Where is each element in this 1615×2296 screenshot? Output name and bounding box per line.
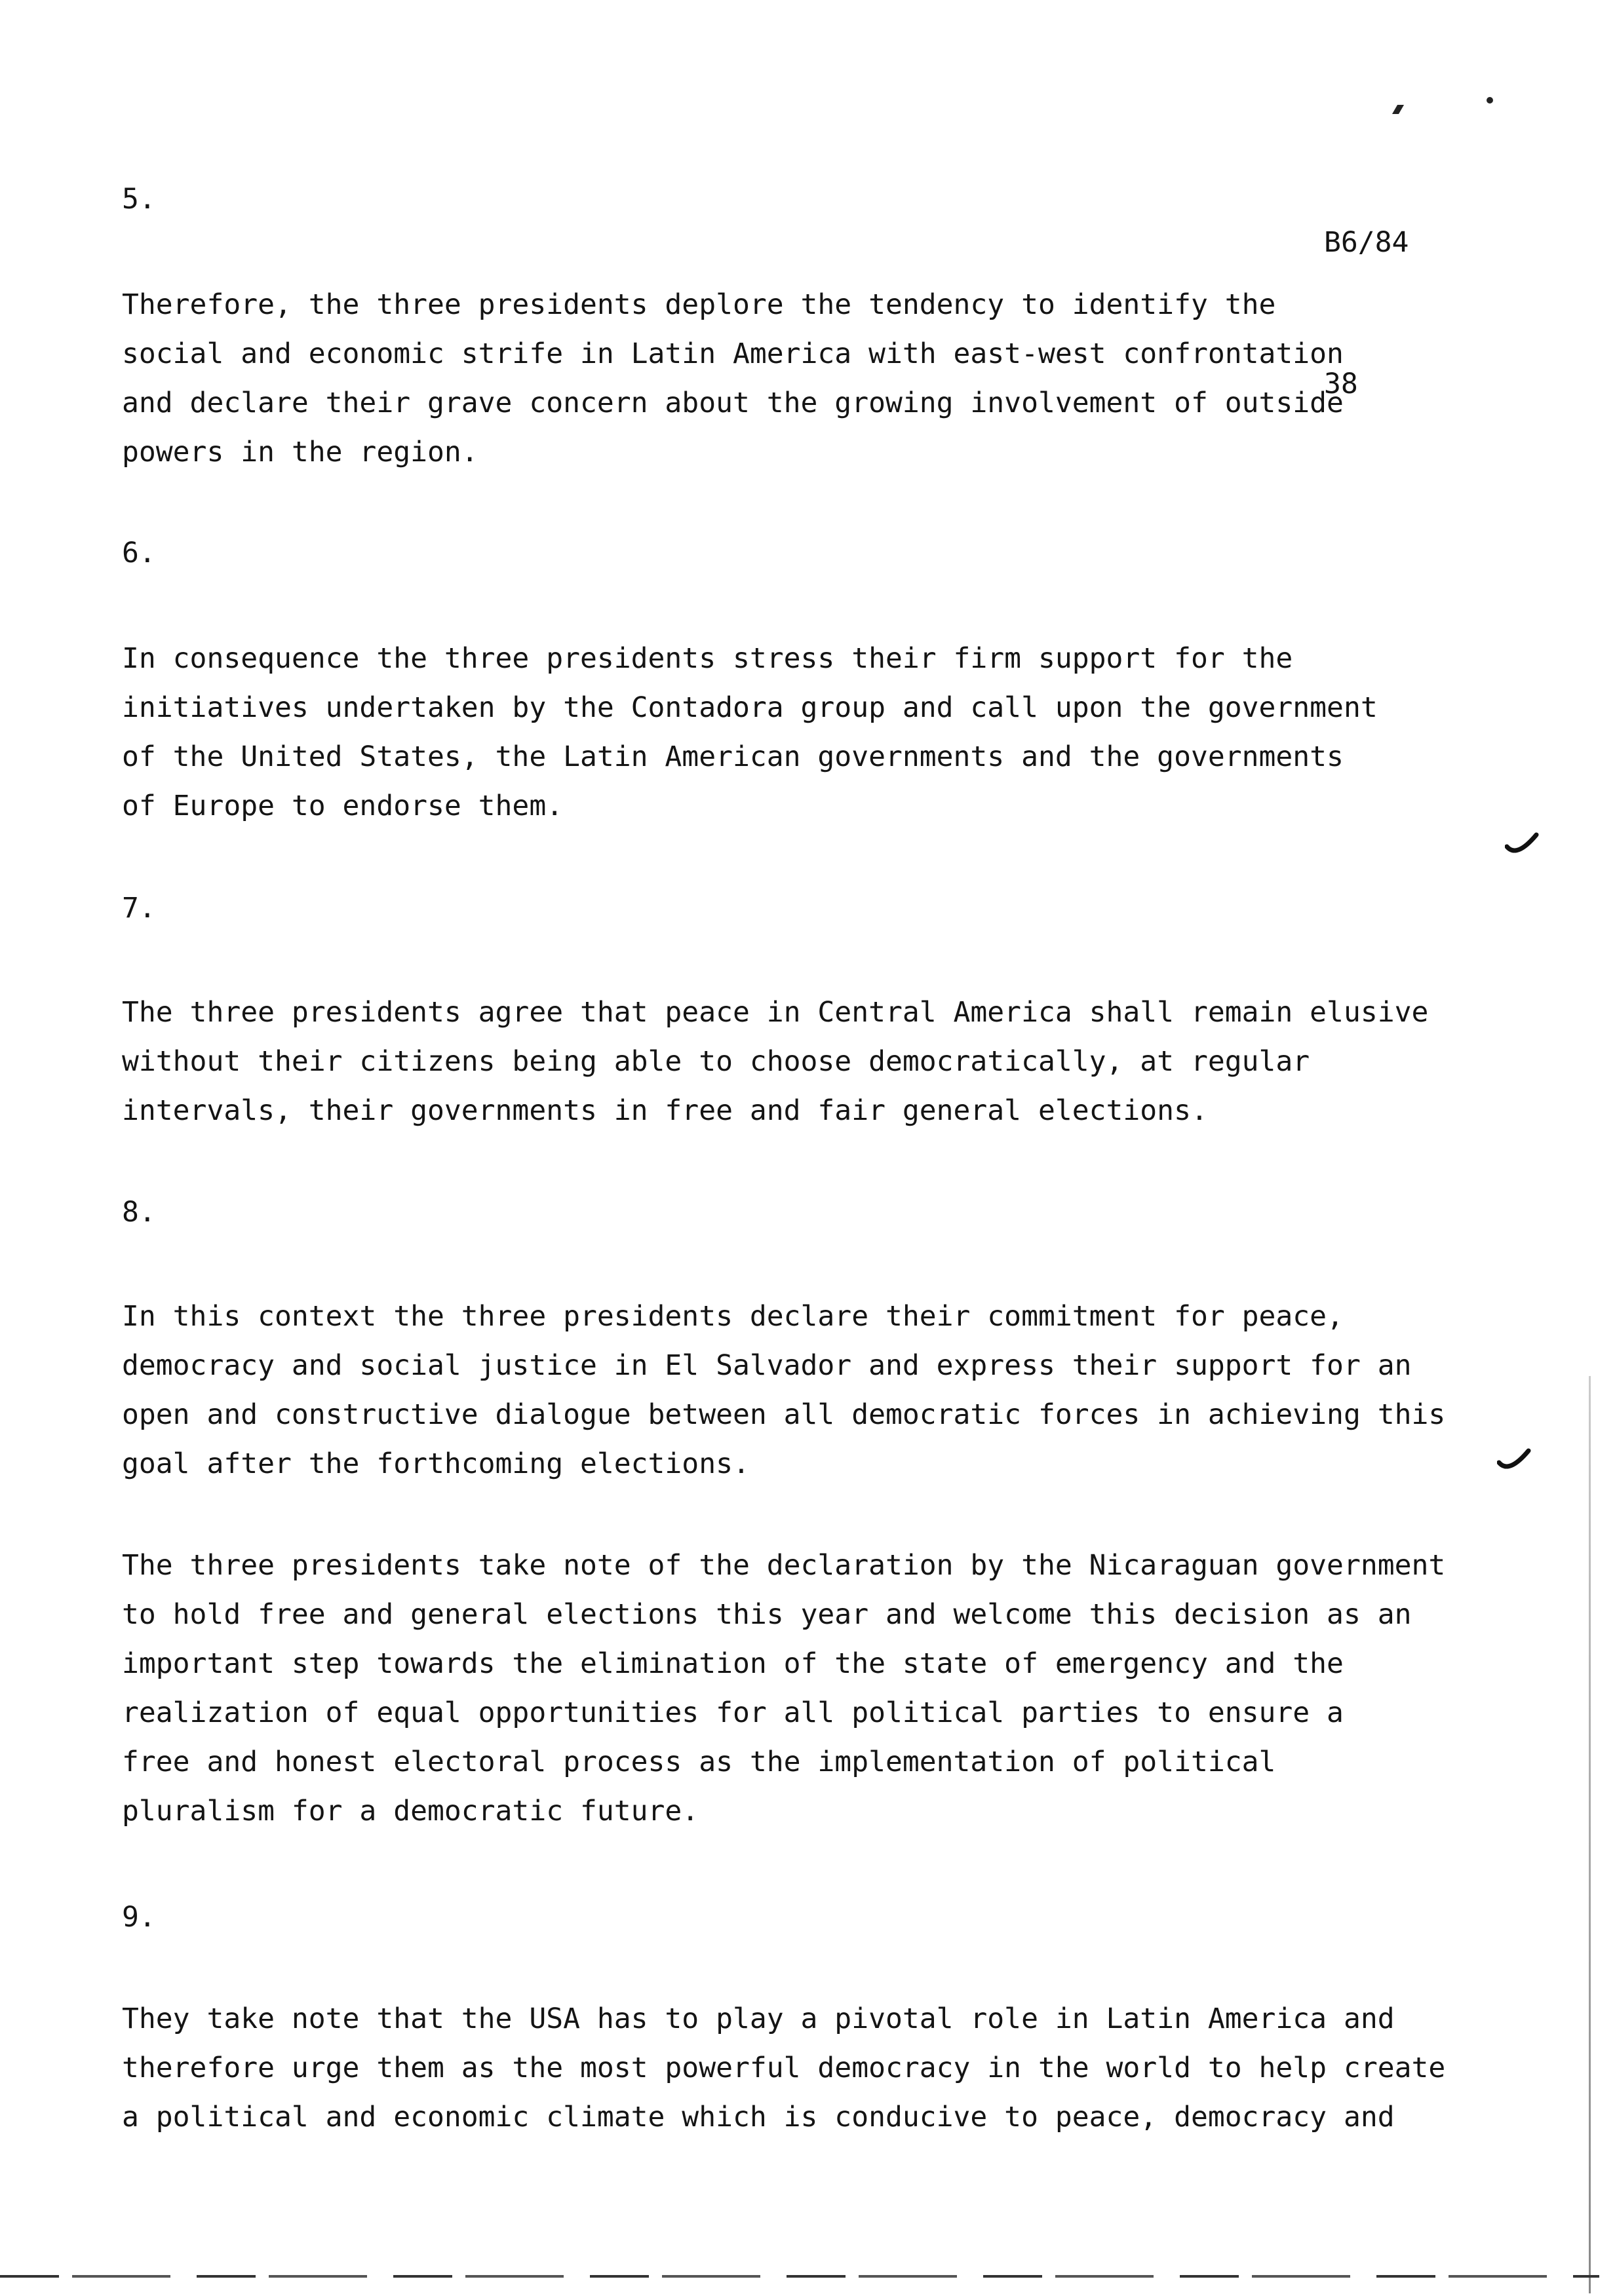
section-7-paragraph: [122, 988, 1433, 1136]
text-line: therefore urge them as the most powerful democracy in the world to help create: [122, 2052, 1446, 2084]
text-line: In consequence the three presidents stress their firm support for the: [122, 642, 1293, 675]
text-line: The three presidents agree that peace in Central America shall remain elusive: [122, 996, 1429, 1029]
text-line: free and honest electoral process as the implementation of political: [122, 1746, 1276, 1778]
text-line: important step towards the elimination of the state of emergency and the: [122, 1647, 1344, 1680]
section-number-8: 8.: [122, 1196, 156, 1229]
check-mark-icon: [1497, 1448, 1531, 1474]
check-mark-icon: [1505, 832, 1539, 858]
text-line: and declare their grave concern about the growing involvement of outside: [122, 387, 1344, 419]
page-number: 38: [1324, 368, 1358, 400]
reference-code: B6/84: [1324, 226, 1409, 259]
section-9-paragraph: [122, 1995, 1446, 2142]
text-line: social and economic strife in Latin America with east-west confrontation: [122, 337, 1344, 370]
text-line: realization of equal opportunities for all political parties to ensure a: [122, 1696, 1344, 1729]
section-number-7: 7.: [122, 892, 156, 925]
text-line: They take note that the USA has to play a pivotal role in Latin America and: [122, 2002, 1395, 2035]
text-line: to hold free and general elections this year and welcome this decision as an: [122, 1598, 1412, 1631]
text-line: In this context the three presidents declare their commitment for peace,: [122, 1300, 1344, 1333]
margin-dot-mark: [1487, 97, 1493, 104]
section-number-6: 6.: [122, 537, 156, 569]
section-number-9: 9.: [122, 1901, 156, 1934]
text-line: powers in the region.: [122, 436, 478, 469]
section-6-paragraph: [122, 634, 1433, 831]
text-line: Therefore, the three presidents deplore the tendency to identify the: [122, 288, 1276, 321]
section-number-5: 5.: [122, 183, 156, 216]
scan-bottom-line: [0, 2275, 1599, 2278]
text-line: of the United States, the Latin American governments and the governments: [122, 740, 1344, 773]
text-line: intervals, their governments in free and fair general elections.: [122, 1094, 1208, 1127]
text-line: democracy and social justice in El Salvador and express their support for an: [122, 1349, 1412, 1382]
text-line: goal after the forthcoming elections.: [122, 1447, 750, 1480]
text-line: without their citizens being able to choose democratically, at regular: [122, 1045, 1310, 1078]
section-5-paragraph: [122, 280, 1433, 477]
text-line: a political and economic climate which is conducive to peace, democracy and: [122, 2101, 1395, 2133]
text-line: of Europe to endorse them.: [122, 790, 564, 822]
text-line: open and constructive dialogue between all democratic forces in achieving this: [122, 1398, 1446, 1431]
scan-edge-line: [1589, 1376, 1591, 2293]
section-8-paragraph-2: [122, 1541, 1446, 1836]
text-line: pluralism for a democratic future.: [122, 1795, 699, 1827]
margin-tick-mark: [1392, 105, 1404, 114]
section-8-paragraph-1: [122, 1292, 1446, 1489]
text-line: The three presidents take note of the declaration by the Nicaraguan government: [122, 1549, 1446, 1582]
text-line: initiatives undertaken by the Contadora group and call upon the government: [122, 691, 1378, 724]
